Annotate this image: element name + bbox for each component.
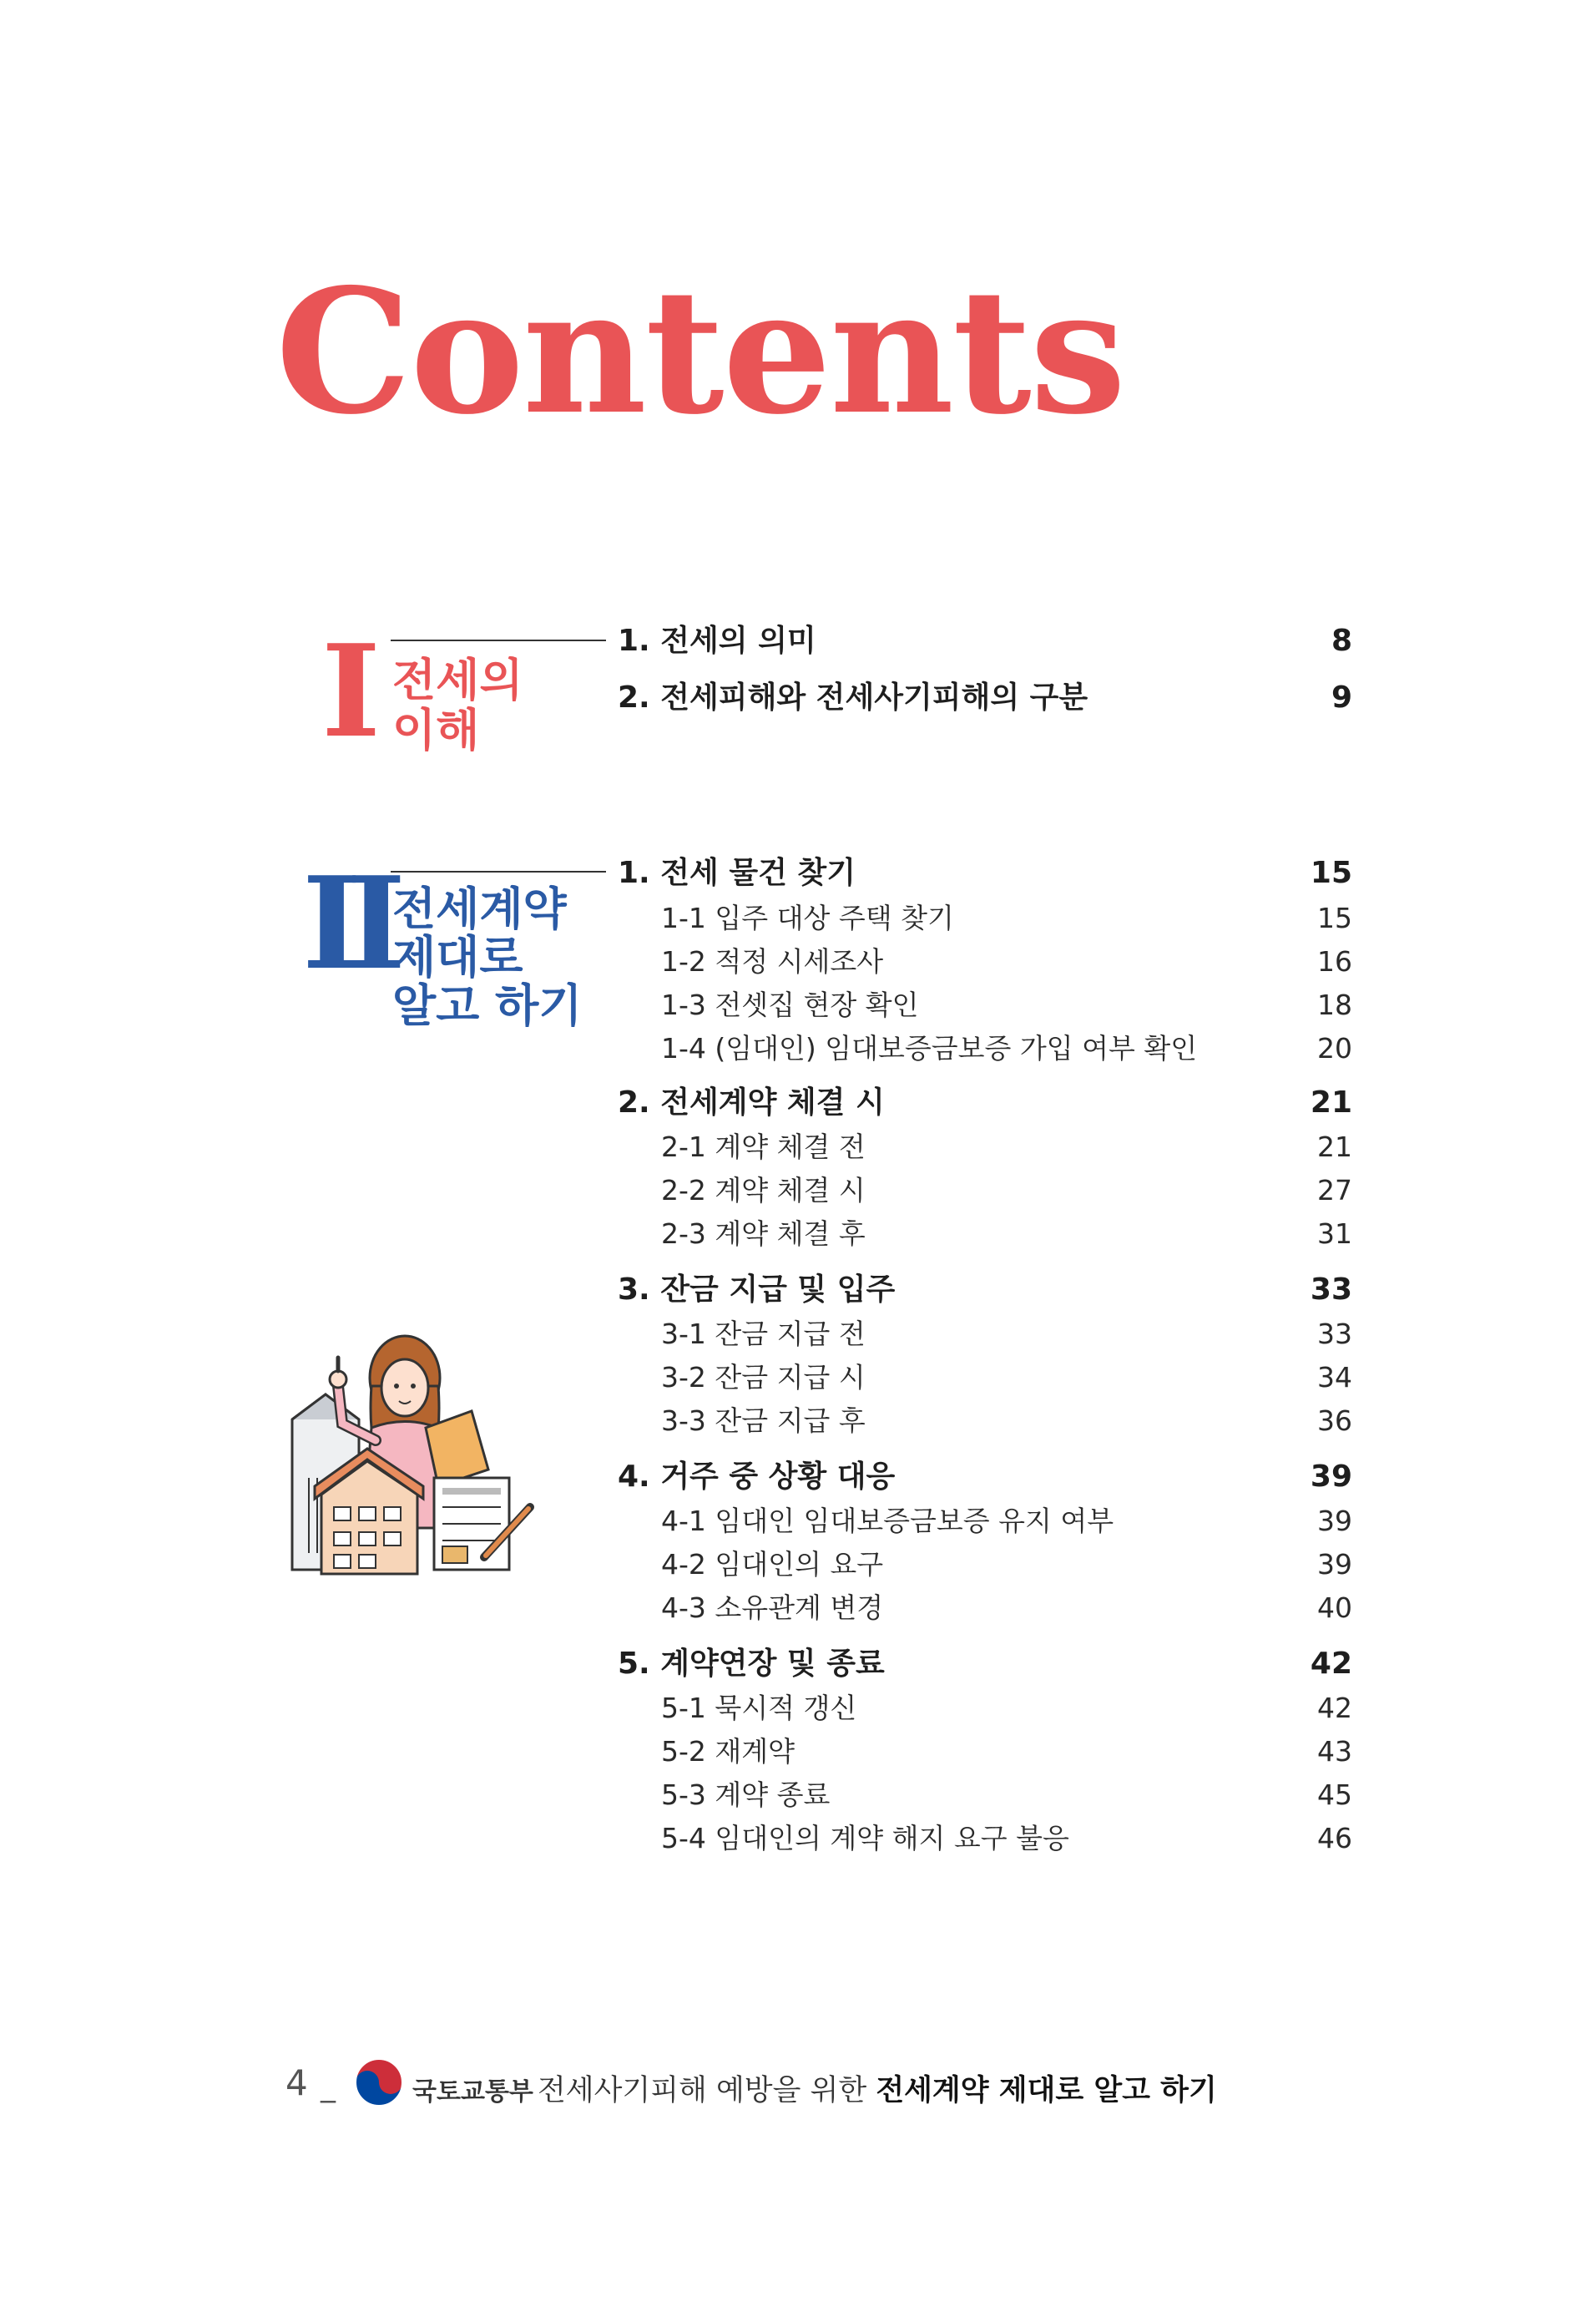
toc-entry-label: 1. 전세의 의미 xyxy=(618,624,816,658)
toc-entry-label: 2. 전세피해와 전세사기피해의 구분 xyxy=(618,680,1088,715)
toc-subentry[interactable] xyxy=(618,1401,1352,1451)
toc-subentry-page: 31 xyxy=(1317,1217,1352,1250)
page-number: 4 xyxy=(285,2062,308,2103)
taegeuk-logo-icon xyxy=(354,2057,404,2107)
toc-subentry-label: 5-2 재계약 xyxy=(661,1735,795,1768)
toc-subentry[interactable] xyxy=(618,1688,1352,1738)
toc-subentry-label: 1-4 (임대인) 임대보증금보증 가입 여부 확인 xyxy=(661,1032,1198,1065)
toc-section-page: 15 xyxy=(1310,856,1352,890)
toc-subentry-page: 15 xyxy=(1317,902,1352,934)
toc-subentry-page: 40 xyxy=(1317,1591,1352,1624)
footer-subtitle: 전세사기피해 예방을 위한 xyxy=(538,2074,867,2107)
toc-section-2-3[interactable] xyxy=(618,1268,1352,1318)
part-2-title-line: 전세계약 xyxy=(392,883,567,935)
footer-separator: _ xyxy=(321,2069,336,2103)
part-1-title-line: 전세의 xyxy=(392,654,523,706)
toc-subentry-label: 3-3 잔금 지급 후 xyxy=(661,1404,866,1437)
toc-subentry[interactable] xyxy=(618,1358,1352,1408)
ministry-name: 국토교통부 xyxy=(412,2077,533,2107)
toc-subentry[interactable] xyxy=(618,1501,1352,1551)
toc-entry-page: 9 xyxy=(1331,680,1352,715)
toc-section-page: 21 xyxy=(1310,1085,1352,1120)
toc-section-label: 4. 거주 중 상황 대응 xyxy=(618,1460,896,1494)
toc-subentry[interactable] xyxy=(618,1314,1352,1364)
toc-section-2-2[interactable] xyxy=(618,1081,1352,1131)
toc-section-page: 33 xyxy=(1310,1272,1352,1307)
toc-subentry-page: 20 xyxy=(1317,1032,1352,1065)
footer-book-title: 전세계약 제대로 알고 하기 xyxy=(876,2074,1217,2107)
toc-subentry-page: 45 xyxy=(1317,1778,1352,1811)
toc-subentry-label: 2-3 계약 체결 후 xyxy=(661,1217,866,1250)
toc-subentry[interactable] xyxy=(618,1732,1352,1782)
part-2-title-line: 제대로 xyxy=(392,931,523,984)
toc-subentry-label: 5-4 임대인의 계약 해지 요구 불응 xyxy=(661,1822,1069,1854)
toc-subentry[interactable] xyxy=(618,1171,1352,1221)
part-2-rule xyxy=(391,871,606,873)
page-title: Contents xyxy=(275,252,1125,453)
toc-subentry[interactable] xyxy=(618,985,1352,1035)
part-2-title xyxy=(392,885,582,1030)
part-1-rule xyxy=(391,640,606,641)
part-1-title xyxy=(392,655,523,756)
part-2-title-line: 알고 하기 xyxy=(392,979,583,1032)
toc-subentry[interactable] xyxy=(618,942,1352,992)
toc-subentry-page: 39 xyxy=(1317,1505,1352,1537)
illustration-woman-house-contract xyxy=(288,1328,547,1578)
toc-section-label: 3. 잔금 지급 및 입주 xyxy=(618,1272,896,1307)
toc-subentry-page: 16 xyxy=(1317,945,1352,978)
toc-entry-1-2[interactable] xyxy=(618,676,1352,726)
toc-subentry[interactable] xyxy=(618,1545,1352,1595)
toc-subentry-page: 33 xyxy=(1317,1318,1352,1350)
toc-subentry-label: 1-3 전셋집 현장 확인 xyxy=(661,989,919,1021)
toc-subentry-page: 27 xyxy=(1317,1174,1352,1207)
toc-section-label: 5. 계약연장 및 종료 xyxy=(618,1647,885,1681)
toc-subentry-page: 43 xyxy=(1317,1735,1352,1768)
toc-subentry-label: 2-2 계약 체결 시 xyxy=(661,1174,866,1207)
toc-subentry-label: 4-2 임대인의 요구 xyxy=(661,1548,884,1581)
toc-subentry-label: 4-1 임대인 임대보증금보증 유지 여부 xyxy=(661,1505,1114,1537)
toc-subentry[interactable] xyxy=(618,1029,1352,1079)
toc-section-page: 39 xyxy=(1310,1460,1352,1494)
toc-entry-1-1[interactable] xyxy=(618,620,1352,670)
part-1-title-line: 이해 xyxy=(392,704,480,756)
footer-description xyxy=(538,2067,1217,2109)
toc-subentry-label: 5-3 계약 종료 xyxy=(661,1778,831,1811)
toc-subentry-page: 21 xyxy=(1317,1131,1352,1163)
toc-section-label: 1. 전세 물건 찾기 xyxy=(618,856,856,890)
toc-section-page: 42 xyxy=(1310,1647,1352,1681)
toc-subentry-label: 1-2 적정 시세조사 xyxy=(661,945,884,978)
toc-subentry-label: 3-2 잔금 지급 시 xyxy=(661,1361,866,1394)
toc-subentry-page: 42 xyxy=(1317,1692,1352,1724)
page-footer xyxy=(285,2062,1321,2112)
toc-subentry[interactable] xyxy=(618,1214,1352,1264)
toc-section-2-4[interactable] xyxy=(618,1455,1352,1505)
toc-subentry-page: 46 xyxy=(1317,1822,1352,1854)
toc-subentry-page: 36 xyxy=(1317,1404,1352,1437)
toc-subentry[interactable] xyxy=(618,1127,1352,1177)
toc-subentry[interactable] xyxy=(618,1819,1352,1869)
toc-subentry-page: 18 xyxy=(1317,989,1352,1021)
part-2-numeral: II xyxy=(302,848,391,998)
toc-subentry-label: 1-1 입주 대상 주택 찾기 xyxy=(661,902,954,934)
toc-subentry-label: 5-1 묵시적 갱신 xyxy=(661,1692,857,1724)
toc-subentry[interactable] xyxy=(618,1775,1352,1825)
toc-subentry-label: 4-3 소유관계 변경 xyxy=(661,1591,884,1624)
toc-subentry-label: 3-1 잔금 지급 전 xyxy=(661,1318,866,1350)
toc-section-2-5[interactable] xyxy=(618,1642,1352,1692)
toc-entry-page: 8 xyxy=(1331,624,1352,658)
toc-subentry-label: 2-1 계약 체결 전 xyxy=(661,1131,866,1163)
toc-subentry[interactable] xyxy=(618,1588,1352,1638)
toc-section-2-1[interactable] xyxy=(618,852,1352,902)
part-1-numeral: I xyxy=(321,616,381,766)
toc-subentry[interactable] xyxy=(618,898,1352,949)
toc-subentry-page: 34 xyxy=(1317,1361,1352,1394)
toc-section-label: 2. 전세계약 체결 시 xyxy=(618,1085,885,1120)
toc-subentry-page: 39 xyxy=(1317,1548,1352,1581)
